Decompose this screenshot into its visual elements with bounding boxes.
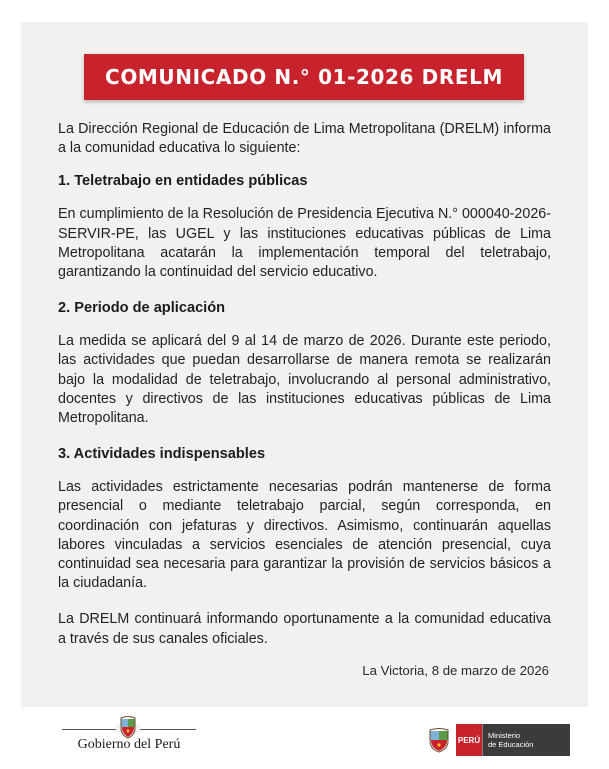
section-2-body: La medida se aplicará del 9 al 14 de marzo de 2026. Durante este periodo, las actividades que puedan desarrollarse de manera remota se realizarán bajo la modalidad de teletrabajo, involucrando al personal administrativo, docentes y directivos de las instituciones educativas públicas de Lima Metropolitana.: [58, 333, 551, 427]
peru-label: PERÚ: [457, 735, 481, 745]
ministry-label-line-2: de Educación: [488, 740, 534, 749]
ministerio-educacion-logo: [427, 724, 570, 756]
peru-label-box: [456, 724, 482, 756]
intro-paragraph: La Dirección Regional de Educación de Lima Metropolitana (DRELM) informa a la comunidad educativa lo siguiente:: [58, 121, 551, 157]
coat-of-arms-icon: [427, 727, 451, 753]
ministry-label-box: [482, 724, 570, 756]
section-3-body: Las actividades estrictamente necesarias podrán mantenerse de forma presencial o mediante teletrabajo parcial, según corresponda, en coordinación con jefaturas y directivos. Asimismo, continuarán aquellas labores vinculadas a servicios esenciales de atención presencial, cuya continuidad sea necesaria para garantizar la provisión de servicios básicos a la ciudadanía.: [58, 479, 551, 592]
ministry-label-line-1: Ministerio: [488, 731, 521, 740]
communique-body: [58, 120, 551, 649]
gobierno-del-peru-logo: [62, 712, 196, 758]
date-line: La Victoria, 8 de marzo de 2026: [362, 663, 549, 678]
gobierno-logo-text: Gobierno del Perú: [77, 737, 181, 752]
closing-paragraph: La DRELM continuará informando oportunamente a la comunidad educativa a través de sus canales oficiales.: [58, 611, 551, 647]
coat-of-arms-icon: [116, 715, 140, 739]
title-banner: [84, 54, 524, 100]
section-1-heading: 1. Teletrabajo en entidades públicas: [58, 173, 308, 190]
section-2-heading: 2. Periodo de aplicación: [58, 300, 226, 317]
communique-title: COMUNICADO N.° 01-2026 DRELM: [105, 65, 503, 89]
communique-sheet: [21, 22, 588, 707]
section-1-body: En cumplimiento de la Resolución de Presidencia Ejecutiva N.° 000040-2026-SERVIR-PE, las UGEL y las instituciones educativas públicas de Lima Metropolitana acatarán la implementación temporal del teletrabajo, garantizando la continuidad del servicio educativo.: [58, 206, 551, 281]
section-3-heading: 3. Actividades indispensables: [58, 446, 266, 463]
